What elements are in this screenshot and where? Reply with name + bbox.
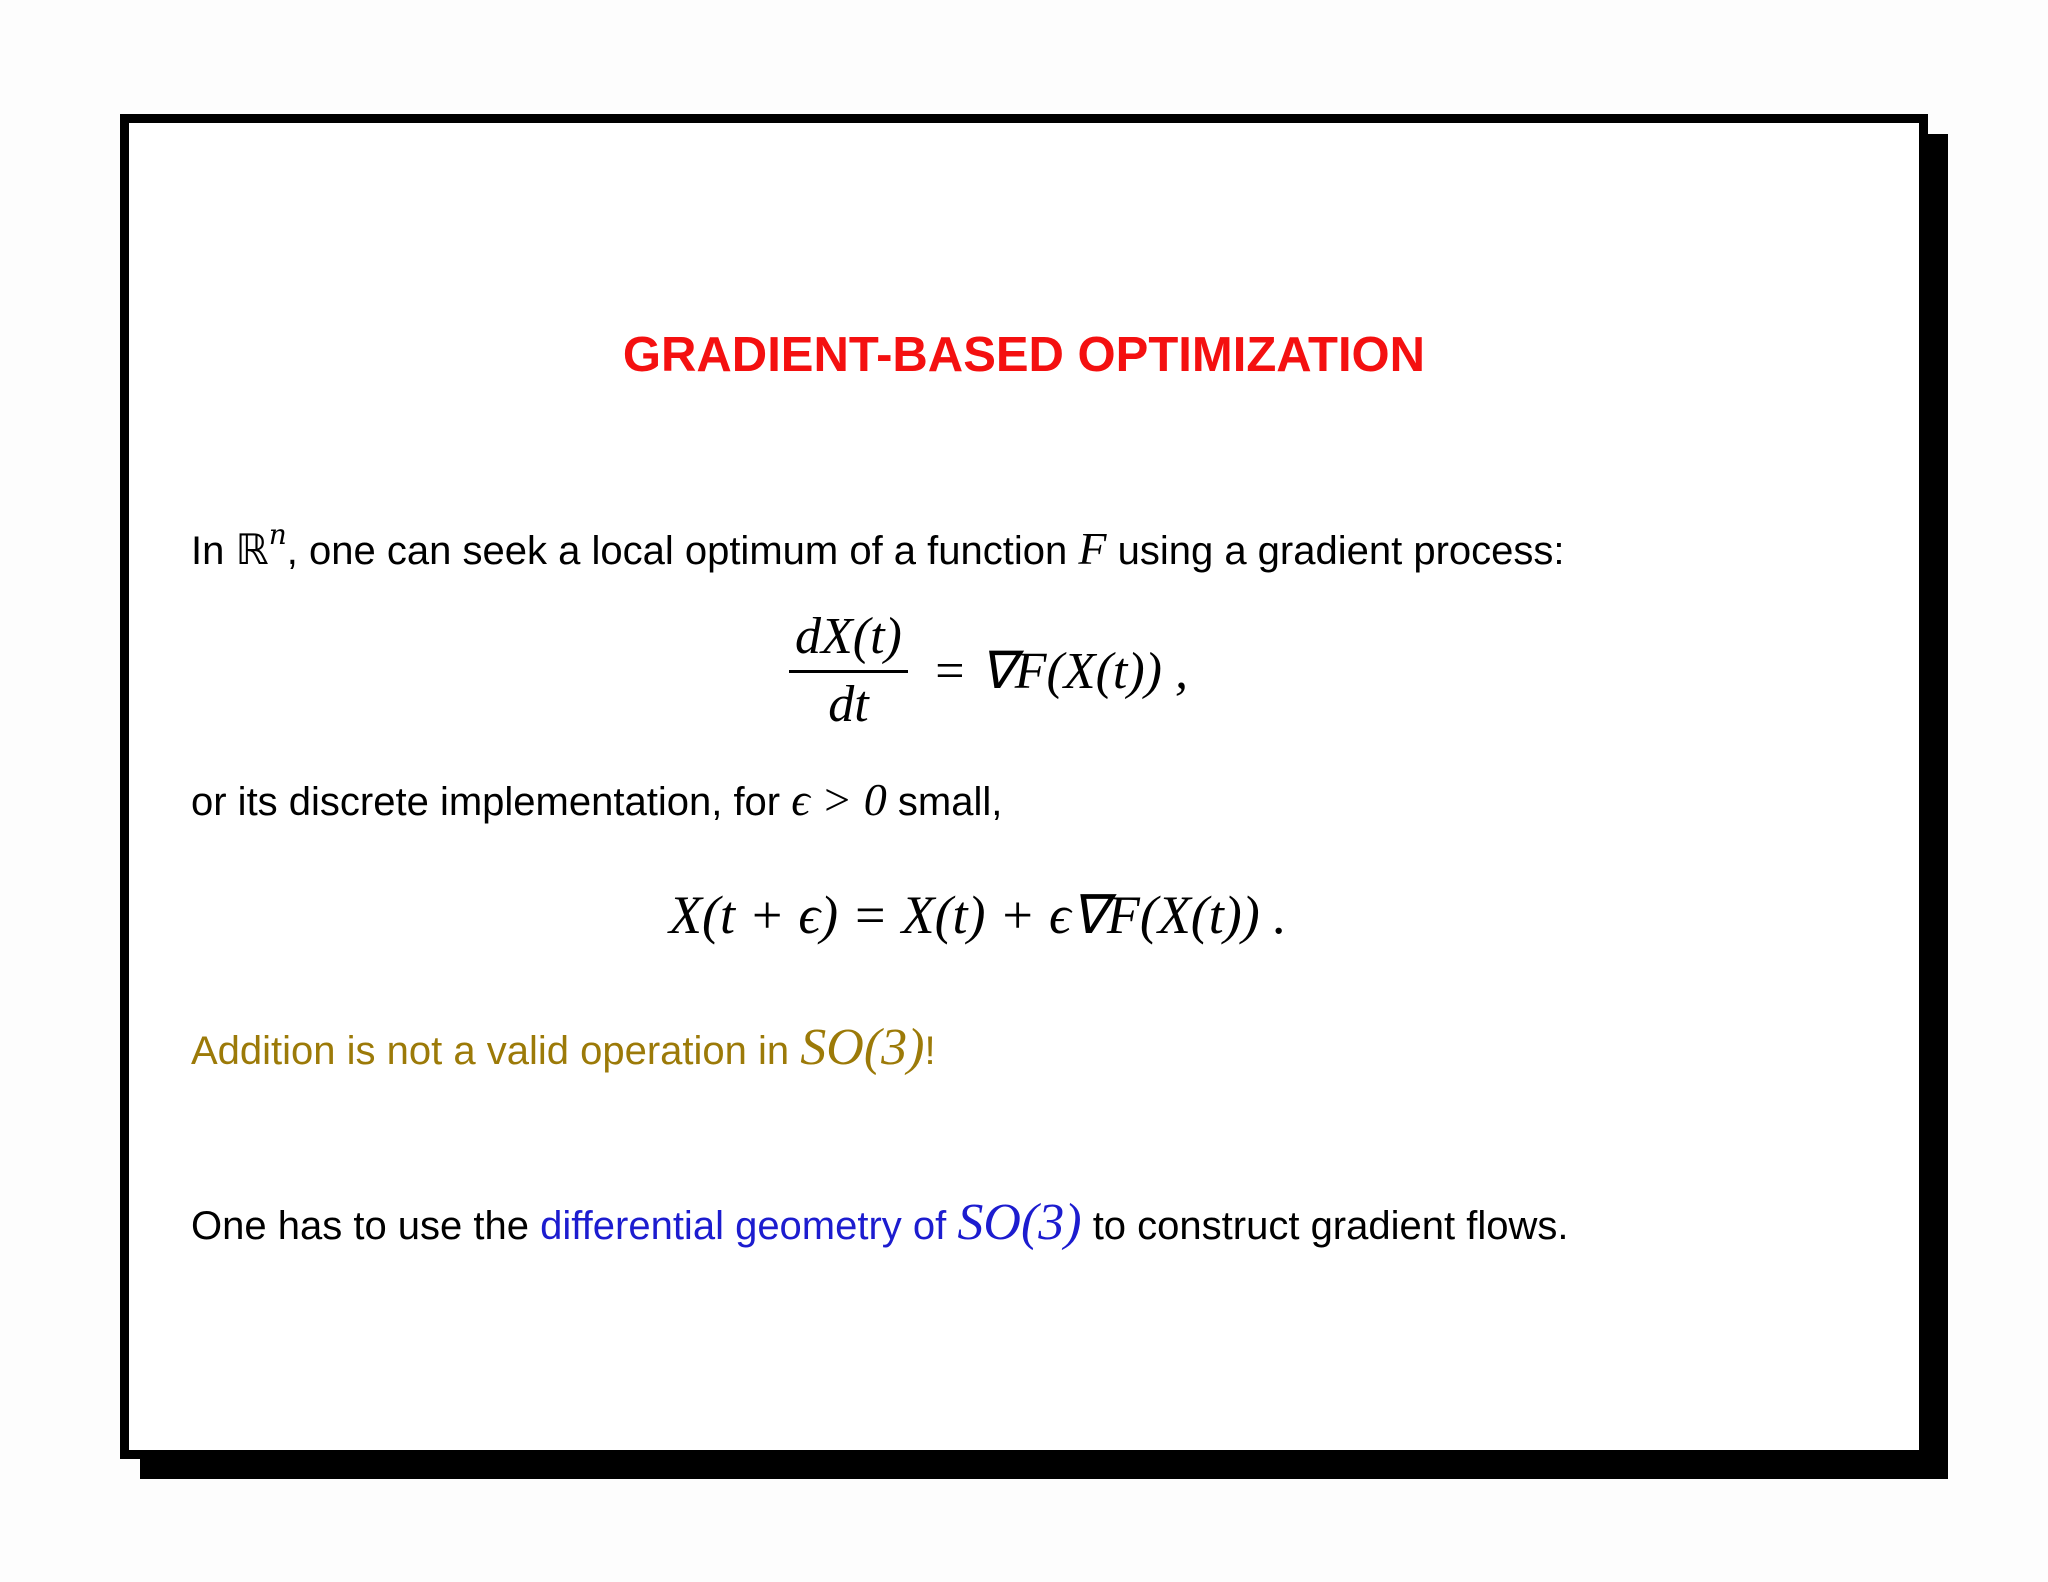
discrete-paragraph <box>191 773 1002 826</box>
fraction-numerator: dX(t) <box>789 607 908 673</box>
discrete-suffix: small, <box>886 780 1003 824</box>
intro-prefix: In <box>191 529 236 573</box>
intro-middle: , one can seek a local optimum of a function <box>286 529 1079 573</box>
warning-text: Addition is not a valid operation in <box>191 1029 801 1073</box>
intro-paragraph <box>191 518 1565 575</box>
so3-symbol: SO(3) <box>957 1194 1082 1251</box>
intro-suffix: using a gradient process: <box>1106 529 1565 573</box>
slide <box>120 114 1928 1459</box>
dimension-exponent: n <box>268 518 287 551</box>
so3-symbol: SO(3) <box>800 1019 925 1076</box>
equation-rhs: = ∇F(X(t)) , <box>931 642 1188 700</box>
warning-suffix: ! <box>924 1029 936 1073</box>
conclusion-prefix: One has to use the <box>191 1204 541 1248</box>
fraction-denominator: dt <box>828 676 869 733</box>
conclusion-suffix: to construct gradient flows. <box>1081 1204 1569 1248</box>
warning-paragraph <box>191 1018 936 1077</box>
derivative-fraction <box>789 607 908 734</box>
slide-title: GRADIENT-BASED OPTIMIZATION <box>622 328 1426 382</box>
discrete-update-equation: X(t + ϵ) = X(t) + ϵ∇F(X(t)) . <box>669 885 1287 945</box>
real-space-symbol: ℝ <box>235 525 269 574</box>
conclusion-paragraph <box>191 1193 1568 1252</box>
conclusion-highlight: differential geometry of <box>540 1204 958 1248</box>
discrete-prefix: or its discrete implementation, for <box>191 780 792 824</box>
epsilon-condition: ϵ > 0 <box>791 774 887 825</box>
gradient-flow-equation <box>789 607 1188 734</box>
function-symbol: F <box>1078 523 1107 574</box>
